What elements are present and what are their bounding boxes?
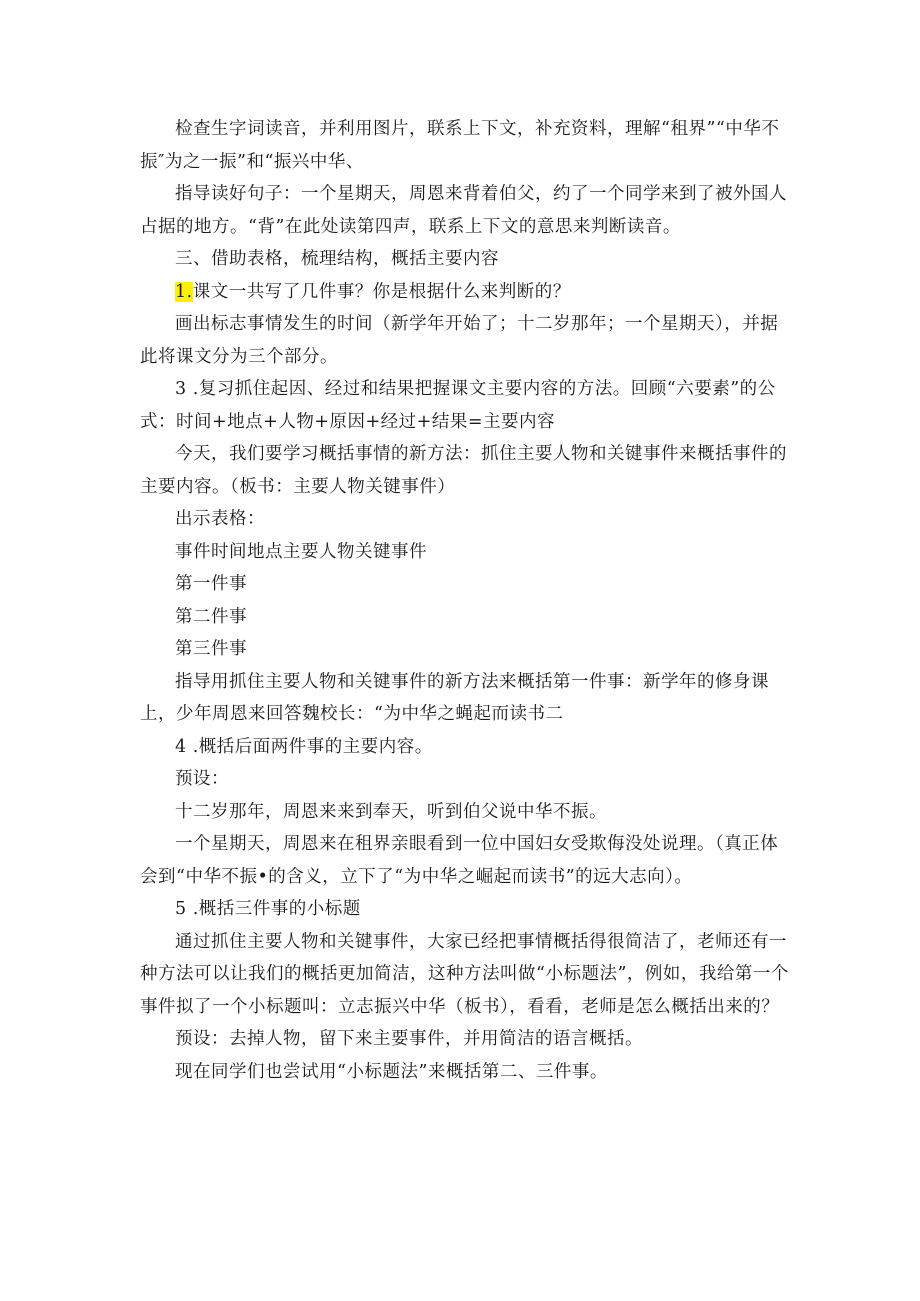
table-row-line: 第一件事 <box>175 574 247 594</box>
paragraph: 十二岁那年，周恩来来到奉天，听到伯父说中华不振。 <box>175 801 607 822</box>
paragraph: 指导用抓住主要人物和关键事件的新方法来概括第一件事：新学年的修身课上，少年周恩来回答魏校长：“为中华之蝇起而读书二 <box>140 671 769 724</box>
numbered-item: 3 .复习抓住起因、经过和结果把握课文主要内容的方法。回顾“六要素”的公式：时间+地点+人物+原因+经过+结果=主要内容 <box>140 379 776 432</box>
paragraph: 检查生字词读音，并利用图片，联系上下文，补充资料，理解“租界”“中华不振″为之一振”和“振兴中华、 <box>140 119 780 172</box>
paragraph: 今天，我们要学习概括事情的新方法：抓住主要人物和关键事件来概括事件的主要内容。（板书：主要人物关键事件） <box>140 444 787 497</box>
numbered-item: 4 .概括后面两件事的主要内容。 <box>175 736 433 757</box>
paragraph: 出示表格： <box>175 509 265 529</box>
document-body <box>140 113 795 1088</box>
table-row-line: 第三件事 <box>175 639 247 659</box>
paragraph: 一个星期天，周恩来在租界亲眼看到一位中国妇女受欺侮没处说理。（真正体会到“中华不振•的含义，立下了“为中华之崛起而读书”的远大志向）。 <box>140 834 779 887</box>
paragraph: 画出标志事情发生的时间（新学年开始了；十二岁那年；一个星期天），并据此将课文分为三个部分。 <box>140 314 779 367</box>
numbered-item <box>140 276 795 309</box>
item-text: 课文一共写了几件事？你是根据什么来判断的？ <box>192 281 571 302</box>
paragraph: 预设： <box>175 769 229 789</box>
paragraph: 预设：去掉人物，留下来主要事件，并用简洁的语言概括。 <box>175 1029 643 1049</box>
paragraph: 现在同学们也尝试用“小标题法”来概括第二、三件事。 <box>175 1061 608 1082</box>
paragraph: 指导读好句子：一个星期天，周恩来背着伯父，约了一个同学来到了被外国人占据的地方。“背”在此处读第四声，联系上下文的意思来判断读音。 <box>140 184 787 237</box>
table-row-line: 第二件事 <box>175 606 247 627</box>
table-header-line: 事件时间地点主要人物关键事件 <box>175 541 427 562</box>
highlighted-marker: 1. <box>175 281 193 302</box>
numbered-item: 5 .概括三件事的小标题 <box>175 899 361 919</box>
section-heading: 三、借助表格，梳理结构，概括主要内容 <box>175 249 499 269</box>
paragraph: 通过抓住主要人物和关键事件，大家已经把事情概括得很简洁了，老师还有一种方法可以让我们的概括更加简洁，这种方法叫做“小标题法”，例如，我给第一个事件拟了一个小标题叫：立志振兴中华（板书），看看，老师是怎么概括出来的？ <box>140 931 789 1017</box>
